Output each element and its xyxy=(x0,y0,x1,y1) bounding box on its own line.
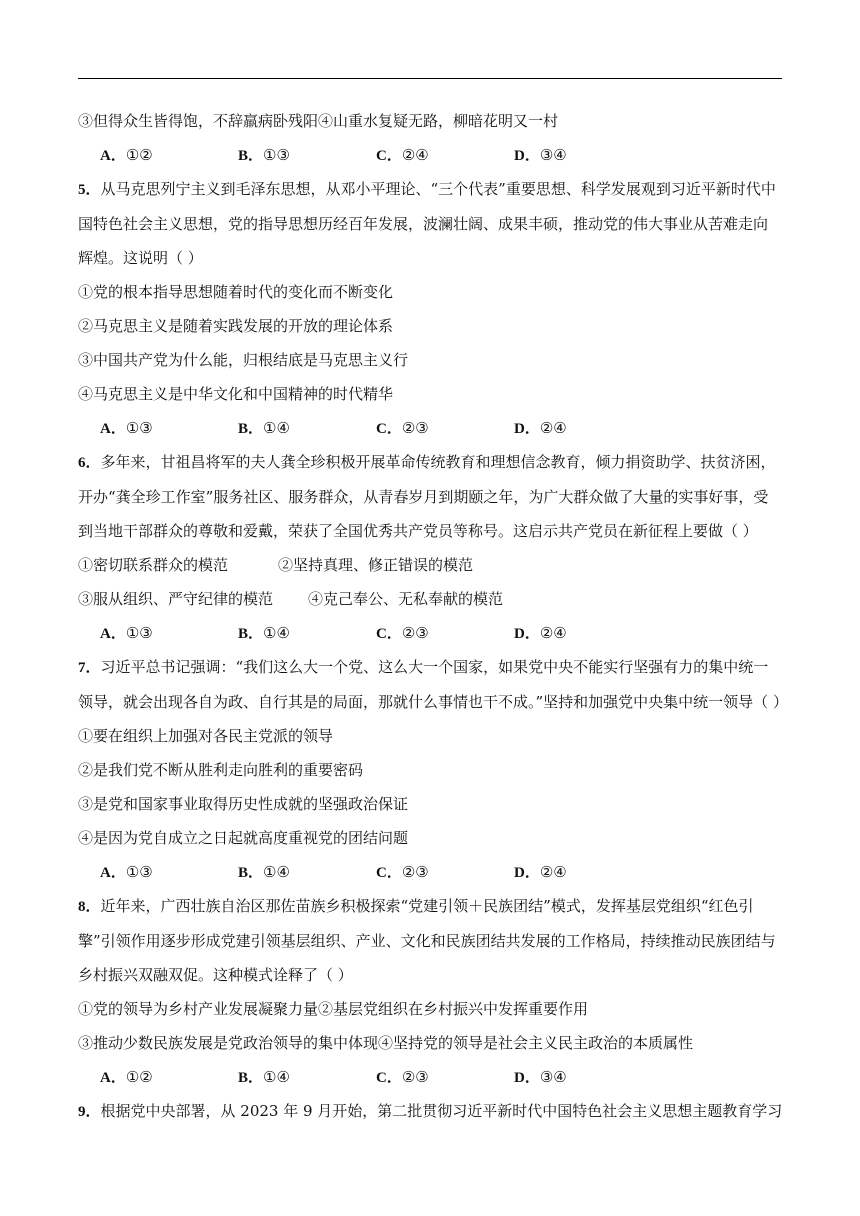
question-8-item-line: ①党的领导为乡村产业发展凝聚力量②基层党组织在乡村振兴中发挥重要作用 xyxy=(78,1000,589,1018)
question-5-stem: 5．从马克思列宁主义到毛泽东思想，从邓小平理论、“三个代表”重要思想、科学发展观到习近平新时代中国特色社会主义思想，党的指导思想历经百年发展，波澜壮阔、成果丰硕，推动党的伟大事业从苦难走向辉煌。这说明（ ） xyxy=(78,180,776,267)
option-c[interactable]: C．②③ xyxy=(376,624,429,642)
option-c[interactable]: C．②③ xyxy=(376,863,429,881)
option-b[interactable]: B．①③ xyxy=(238,146,290,164)
option-d[interactable]: D．②④ xyxy=(514,419,567,437)
option-b[interactable]: B．①④ xyxy=(238,863,290,881)
option-a[interactable]: A．①③ xyxy=(100,624,153,642)
document-body xyxy=(78,104,788,1128)
option-c[interactable]: C．②③ xyxy=(376,1068,429,1086)
option-b[interactable]: B．①④ xyxy=(238,624,290,642)
question-7-item: ④是因为党自成立之日起就高度重视党的团结问题 xyxy=(78,829,409,847)
option-d[interactable]: D．②④ xyxy=(514,863,567,881)
question-5-item: ③中国共产党为什么能，归根结底是马克思主义行 xyxy=(78,351,409,369)
option-d[interactable]: D．③④ xyxy=(514,146,567,164)
option-a[interactable]: A．①③ xyxy=(100,863,153,881)
option-d[interactable]: D．②④ xyxy=(514,624,567,642)
option-d[interactable]: D．③④ xyxy=(514,1068,567,1086)
question-5-options xyxy=(78,411,782,445)
question-5-item: ①党的根本指导思想随着时代的变化而不断变化 xyxy=(78,283,394,301)
question-8-item-line: ③推动少数民族发展是党政治领导的集中体现④坚持党的领导是社会主义民主政治的本质属性 xyxy=(78,1034,694,1052)
q4-item-line: ③但得众生皆得饱，不辞羸病卧残阳④山重水复疑无路，柳暗花明又一村 xyxy=(78,112,559,130)
question-6-item-pair: ①密切联系群众的模范 ②坚持真理、修正错误的模范 xyxy=(78,556,474,574)
q4-options xyxy=(78,138,782,172)
header-rule xyxy=(78,78,782,79)
question-7-item: ③是党和国家事业取得历史性成就的坚强政治保证 xyxy=(78,795,409,813)
question-7-item: ①要在组织上加强对各民主党派的领导 xyxy=(78,727,334,745)
option-b[interactable]: B．①④ xyxy=(238,1068,290,1086)
question-5-item: ④马克思主义是中华文化和中国精神的时代精华 xyxy=(78,385,394,403)
question-6-options xyxy=(78,616,782,650)
question-7-item: ②是我们党不断从胜利走向胜利的重要密码 xyxy=(78,761,364,779)
option-c[interactable]: C．②③ xyxy=(376,419,429,437)
question-5-item: ②马克思主义是随着实践发展的开放的理论体系 xyxy=(78,317,394,335)
option-a[interactable]: A．①② xyxy=(100,1068,153,1086)
question-7-stem: 7．习近平总书记强调：“我们这么大一个党、这么大一个国家，如果党中央不能实行坚强有力的集中统一领导，就会出现各自为政、自行其是的局面，那就什么事情也干不成。”坚持和加强党中央集中统一领导（ ） xyxy=(78,658,788,711)
option-c[interactable]: C．②④ xyxy=(376,146,429,164)
question-8-options xyxy=(78,1060,782,1094)
question-7-options xyxy=(78,855,782,889)
option-a[interactable]: A．①② xyxy=(100,146,153,164)
question-8-stem: 8．近年来，广西壮族自治区那佐苗族乡积极探索“党建引领＋民族团结”模式，发挥基层党组织“红色引擎”引领作用逐步形成党建引领基层组织、产业、文化和民族团结共发展的工作格局，持续推动民族团结与乡村振兴双融双促。这种模式诠释了（ ） xyxy=(78,897,776,984)
question-9-stem: 9．根据党中央部署，从 2023 年 9 月开始，第二批贯彻习近平新时代中国特色社会主义思想主题教育学习 xyxy=(78,1102,783,1120)
option-b[interactable]: B．①④ xyxy=(238,419,290,437)
question-6-item-pair: ③服从组织、严守纪律的模范 ④克己奉公、无私奉献的模范 xyxy=(78,590,504,608)
option-a[interactable]: A．①③ xyxy=(100,419,153,437)
question-6-stem: 6．多年来，甘祖昌将军的夫人龚全珍积极开展革命传统教育和理想信念教育，倾力捐资助学、扶贫济困，开办“龚全珍工作室”服务社区、服务群众，从青春岁月到期颐之年，为广大群众做了大量的实事好事，受到当地干部群众的尊敬和爱戴，荣获了全国优秀共产党员等称号。这启示共产党员在新征程上要做（ ） xyxy=(78,453,776,540)
